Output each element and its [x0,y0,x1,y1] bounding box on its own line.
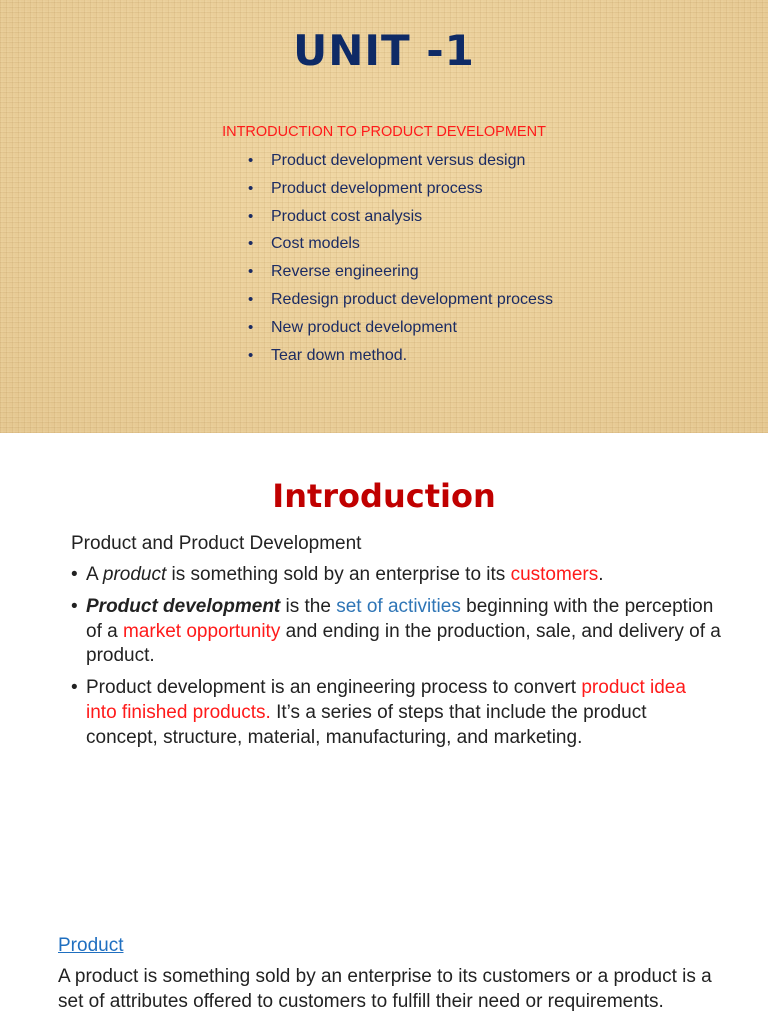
topic-label: Cost models [271,235,360,253]
unit-title: UNIT -1 [293,26,475,75]
bullet-icon: • [248,179,254,197]
topic-label: Tear down method. [271,346,408,364]
term-product-development: Product development [86,595,281,617]
topic-item [248,317,553,345]
term-finished-products: product idea into finished products. [86,677,686,723]
bullet-icon: • [248,235,254,253]
text-run: It’s a series of steps that include the product concept, structure, material, manufacturing, and marketing. [86,701,647,748]
definition-point-engineering-process [71,676,721,750]
slide-introduction [0,433,768,1024]
bullet-icon: • [248,207,254,225]
text-run: beginning with the perception of a [86,595,714,642]
definition-point-product [71,563,721,588]
topic-label: Redesign product development process [271,290,553,308]
product-definition-text: A product is something sold by an enterprise to its customers or a product is a set of attributes offered to customers to fulfill their need or requirements. [58,966,712,1012]
topic-label: Product development versus design [271,152,526,169]
text-run: . [598,564,604,585]
term-set-of-activities: set of activities [336,595,461,617]
topic-label: New product development [271,318,457,336]
topic-list [248,150,553,372]
term-market-opportunity: market opportunity [122,620,281,642]
bullet-icon: • [248,263,254,281]
text-run: is something sold by an enterprise to its [166,564,511,585]
section-heading: INTRODUCTION TO PRODUCT DEVELOPMENT [222,124,546,140]
text-run: and ending in the production, sale, and delivery of a product. [86,620,721,667]
bullet-icon: • [71,564,78,585]
topic-item [248,261,553,289]
topic-item [248,206,553,234]
topic-item [248,233,553,261]
topic-item [248,345,553,373]
topic-label: Product development process [271,179,483,197]
text-run: A [86,564,103,585]
term-product: product [102,564,167,585]
bullet-icon: • [248,318,254,336]
bullet-icon: • [71,677,78,699]
slide-subtitle: Product and Product Development [71,533,362,554]
topic-label: Reverse engineering [271,263,419,281]
topic-item [248,178,553,206]
text-run: Product development is an engineering process to convert [86,677,582,699]
slide-title: Introduction [272,477,496,515]
term-customers: customers [510,564,599,585]
bullet-icon: • [248,346,254,364]
slide-unit-1 [0,0,768,433]
bullet-icon: • [248,290,254,308]
product-link[interactable]: Product [58,935,124,956]
definition-list [71,563,721,758]
bullet-icon: • [248,152,254,169]
bullet-icon: • [71,595,78,617]
topic-label: Product cost analysis [271,207,423,225]
topic-item [248,289,553,317]
definition-point-product-development [71,595,721,669]
topic-item [248,150,553,178]
text-run: is the [280,595,337,617]
